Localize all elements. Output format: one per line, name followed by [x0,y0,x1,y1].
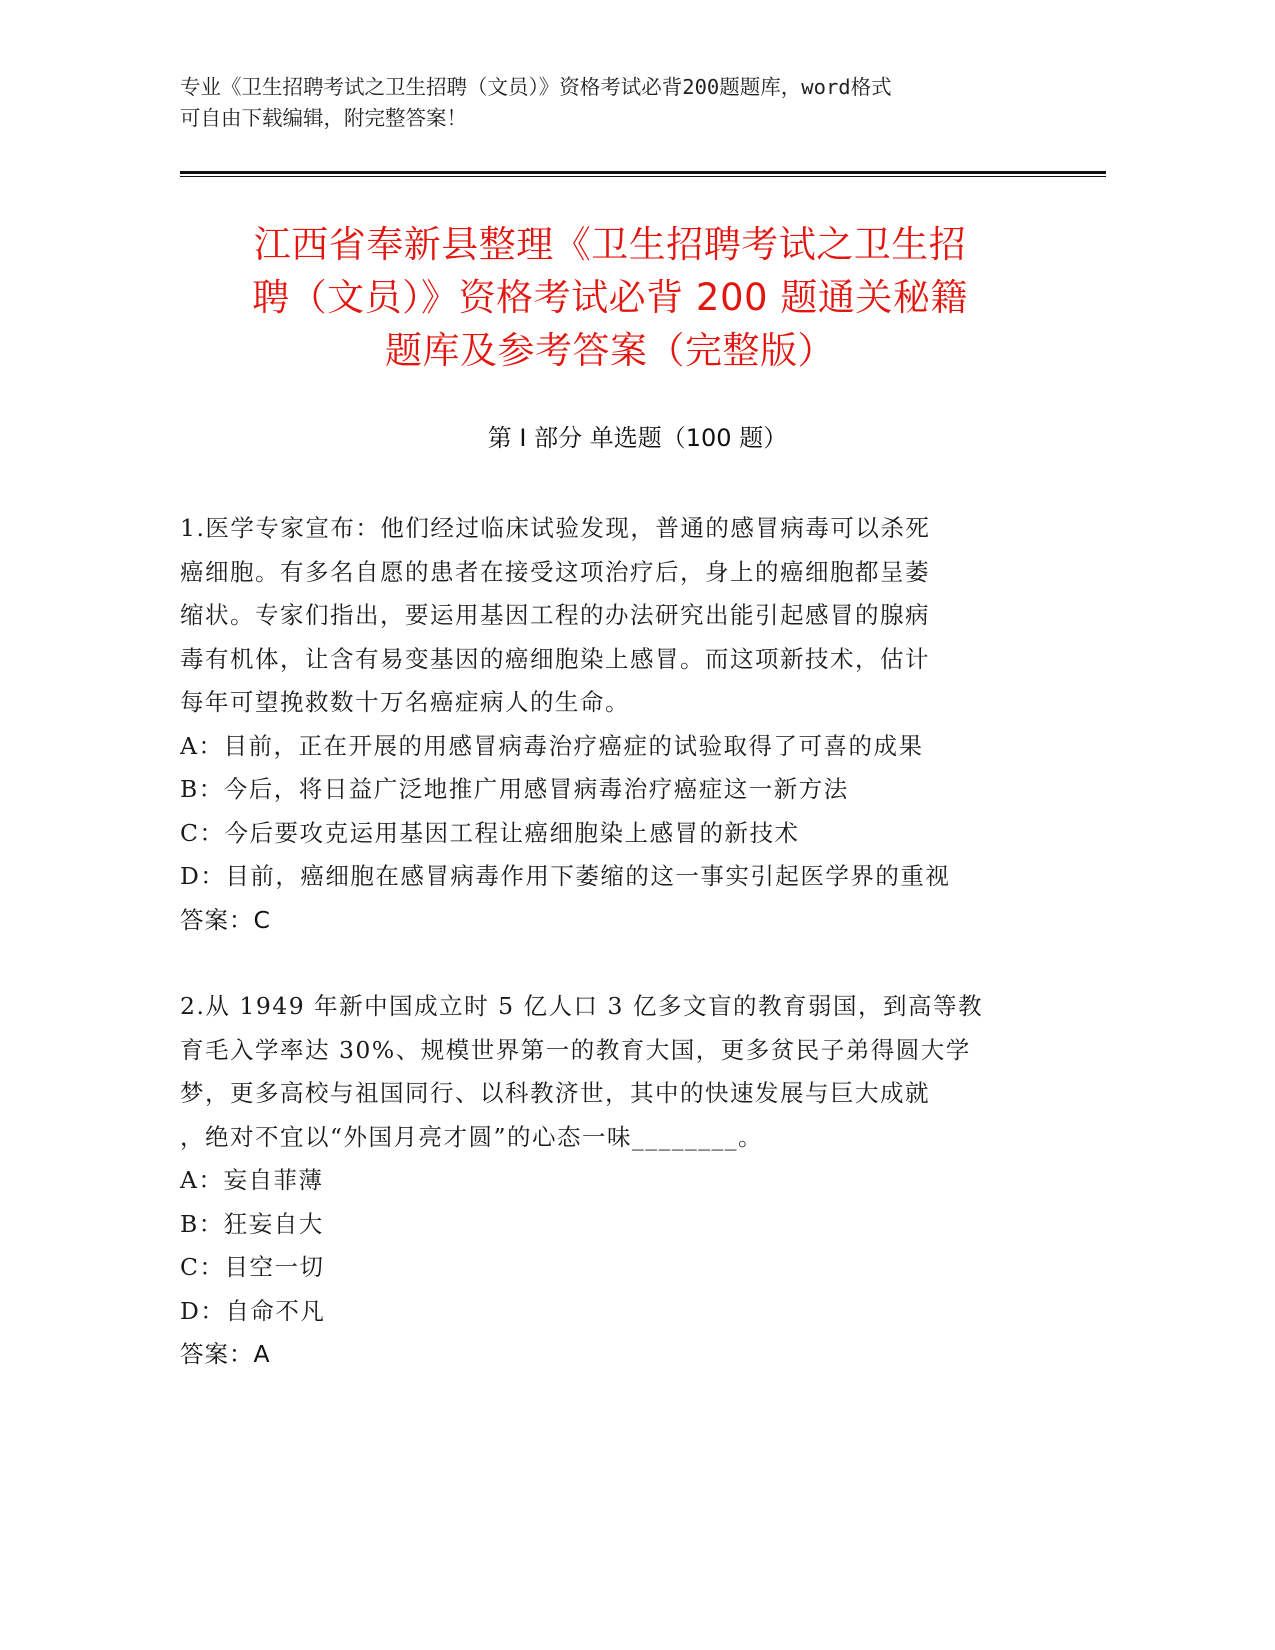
answer: 答案：C [180,905,271,934]
section-heading: 第 I 部分 单选题（100 题） [487,424,788,452]
title-line: 题库及参考答案（完整版） [385,329,835,372]
question-stem-line: 每年可望挽救数十万名癌症病人的生命。 [180,688,630,716]
answer: 答案：A [180,1340,271,1368]
question-stem-line: 育毛入学率达 30%、规模世界第一的教育大国，更多贫民子弟得圆大学 [180,1035,971,1064]
question-stem-line: 1.医学专家宣布：他们经过临床试验发现，普通的感冒病毒可以杀死 [180,514,931,542]
option-d: D：自命不凡 [180,1296,326,1325]
question-2 [180,985,1060,1377]
header-note [180,72,1040,134]
question-stem-line: 癌细胞。有多名自愿的患者在接受这项治疗后，身上的癌细胞都呈萎 [180,557,930,586]
option-a: A：目前，正在开展的用感冒病毒治疗癌症的试验取得了可喜的成果 [180,731,924,760]
option-b: B：今后，将日益广泛地推广用感冒病毒治疗癌症这一新方法 [180,775,849,803]
question-stem-line: 2.从 1949 年新中国成立时 5 亿人口 3 亿多文盲的教育弱国，到高等教 [180,992,983,1020]
header-note-line: 可自由下载编辑，附完整答案！ [180,106,467,130]
option-a: A：妄自菲薄 [180,1166,324,1194]
option-b: B：狂妄自大 [180,1209,324,1238]
title-line: 聘（文员）》资格考试必背 200 题通关秘籍 [252,276,968,319]
question-stem-line: 毒有机体，让含有易变基因的癌细胞染上感冒。而这项新技术，估计 [180,644,930,673]
header-divider-thick [180,171,1106,174]
question-stem-line: 缩状。专家们指出，要运用基因工程的办法研究出能引起感冒的腺病 [180,601,930,629]
header-divider-thin [180,176,1106,177]
question-stem-line: 梦，更多高校与祖国同行、以科教济世，其中的快速发展与巨大成就 [180,1079,930,1107]
question-stem-line: ，绝对不宜以“外国月亮才圆”的心态一味________。 [180,1122,764,1151]
title-line: 江西省奉新县整理《卫生招聘考试之卫生招 [253,223,967,266]
question-1 [180,507,1060,942]
header-note-line: 专业《卫生招聘考试之卫生招聘（文员）》资格考试必背200题题库，word格式 [180,75,892,99]
document-title [160,218,1060,377]
option-c: C：目空一切 [180,1253,325,1281]
option-d: D：目前，癌细胞在感冒病毒作用下萎缩的这一事实引起医学界的重视 [180,862,951,890]
option-c: C：今后要攻克运用基因工程让癌细胞染上感冒的新技术 [180,818,800,847]
